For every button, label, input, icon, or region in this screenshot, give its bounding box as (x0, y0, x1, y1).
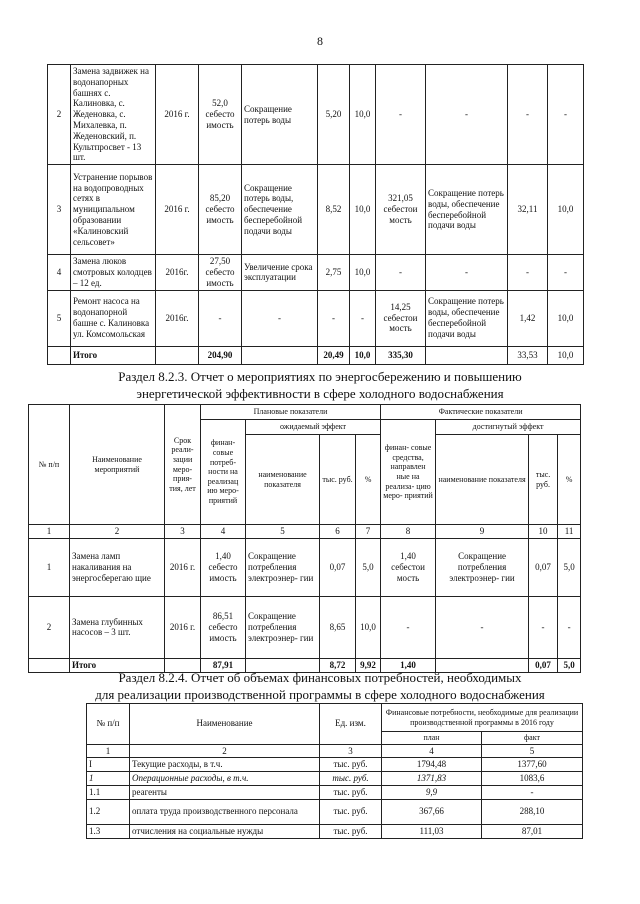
table-row: 1.2 оплата труда производственного персонала тыс. руб. 367,66 288,10 (87, 799, 583, 824)
section-8-2-4-heading: Раздел 8.2.4. Отчет об объемах финансовых потребностей, необходимых для реализации производственной программы в сфере холодного водоснабжения (95, 670, 545, 702)
table-row: I Текущие расходы, в т.ч. тыс. руб. 1794,48 1377,60 (87, 758, 583, 772)
table-total-row: Итого 87,91 8,72 9,92 1,40 0,07 5,0 (29, 658, 581, 672)
financial-needs-table (86, 703, 583, 839)
table-row: 2 Замена задвижек на водонапорных башнях с. Калиновка, с. Жеденовка, с. Михалевка, п. Жеденовский, п. Культпросвет - 13 шт. 2016 г. 52,0 себесто имость Сокращение потерь воды 5,20 10,0 - - - - (48, 65, 584, 165)
table-header-row: № п/п Наименование Ед. изм. Финансовые потребности, необходимые для реализации производственной программы в 2016 году (87, 704, 583, 732)
table-total-row: Итого 204,90 20,49 10,0 335,30 33,53 10,0 (48, 346, 584, 364)
table-row: 1.1 реагенты тыс. руб. 9,9 - (87, 785, 583, 799)
energy-saving-table (28, 404, 581, 673)
table-row: 5 Ремонт насоса на водонапорной башне с. Калиновка ул. Комсомольская 2016г. - - - - 14,25 себестои мость Сокращение потерь воды, обеспечение бесперебойной подачи воды 1,42 10,0 (48, 290, 584, 346)
table-row: 3 Устранение порывов на водопроводных сетях в муниципальном образовании «Калиновский сельсовет» 2016 г. 85,20 себесто имость Сокращение потерь воды, обеспечение бесперебойной подачи воды 8,52 10,0 321,05 себестои мость Сокращение потерь воды, обеспечение бесперебойной подачи воды 32,11 10,0 (48, 165, 584, 255)
table-row: 1.3 отчисления на социальные нужды тыс. руб. 111,03 87,01 (87, 824, 583, 838)
page-number: 8 (317, 34, 323, 48)
table-row: 4 Замена люков смотровых колодцев – 12 ед. 2016г. 27,50 себесто имость Увеличение срока эксплуатации 2,75 10,0 - - - - (48, 255, 584, 290)
column-number-row: 1 2 3 4 5 (87, 744, 583, 758)
table-row: 1 Замена ламп накаливания на энергосберегаю щие 2016 г. 1,40 себесто имость Сокращение потребления электроэнер- гии 0,07 5,0 1,40 себестои мость Сокращение потребления электроэнер- гии 0,07 5,0 (29, 538, 581, 596)
column-number-row: 1 2 3 4 5 6 7 8 9 10 11 (29, 525, 581, 539)
table-row: 2 Замена глубинных насосов – 3 шт. 2016 г. 86,51 себесто имость Сокращение потребления электроэнер- гии 8,65 10,0 - - - - (29, 596, 581, 658)
table-header-row: наименование показателя тыс. руб. % наименование показателя тыс. руб. % (29, 435, 581, 525)
table-header-row: № п/п Наименование мероприятий Срок реали- зации меро- прия- тия, лет Плановые показатели Фактические показатели (29, 405, 581, 420)
measures-table-continued (47, 64, 584, 365)
section-8-2-3-heading: Раздел 8.2.3. Отчет о мероприятиях по энергосбережению и повышению энергетической эффективности в сфере холодного водоснабжения (118, 369, 522, 401)
table-header-row: финан- совые потреб- ности на реализац ию меро- приятий ожидаемый эффект финан- совые средства, направлен ные на реализа- цию меро- приятий достигнутый эффект (29, 420, 581, 435)
table-row: 1 Операционные расходы, в т.ч. тыс. руб. 1371,83 1083,6 (87, 772, 583, 786)
table-header-row: план факт (87, 732, 583, 745)
